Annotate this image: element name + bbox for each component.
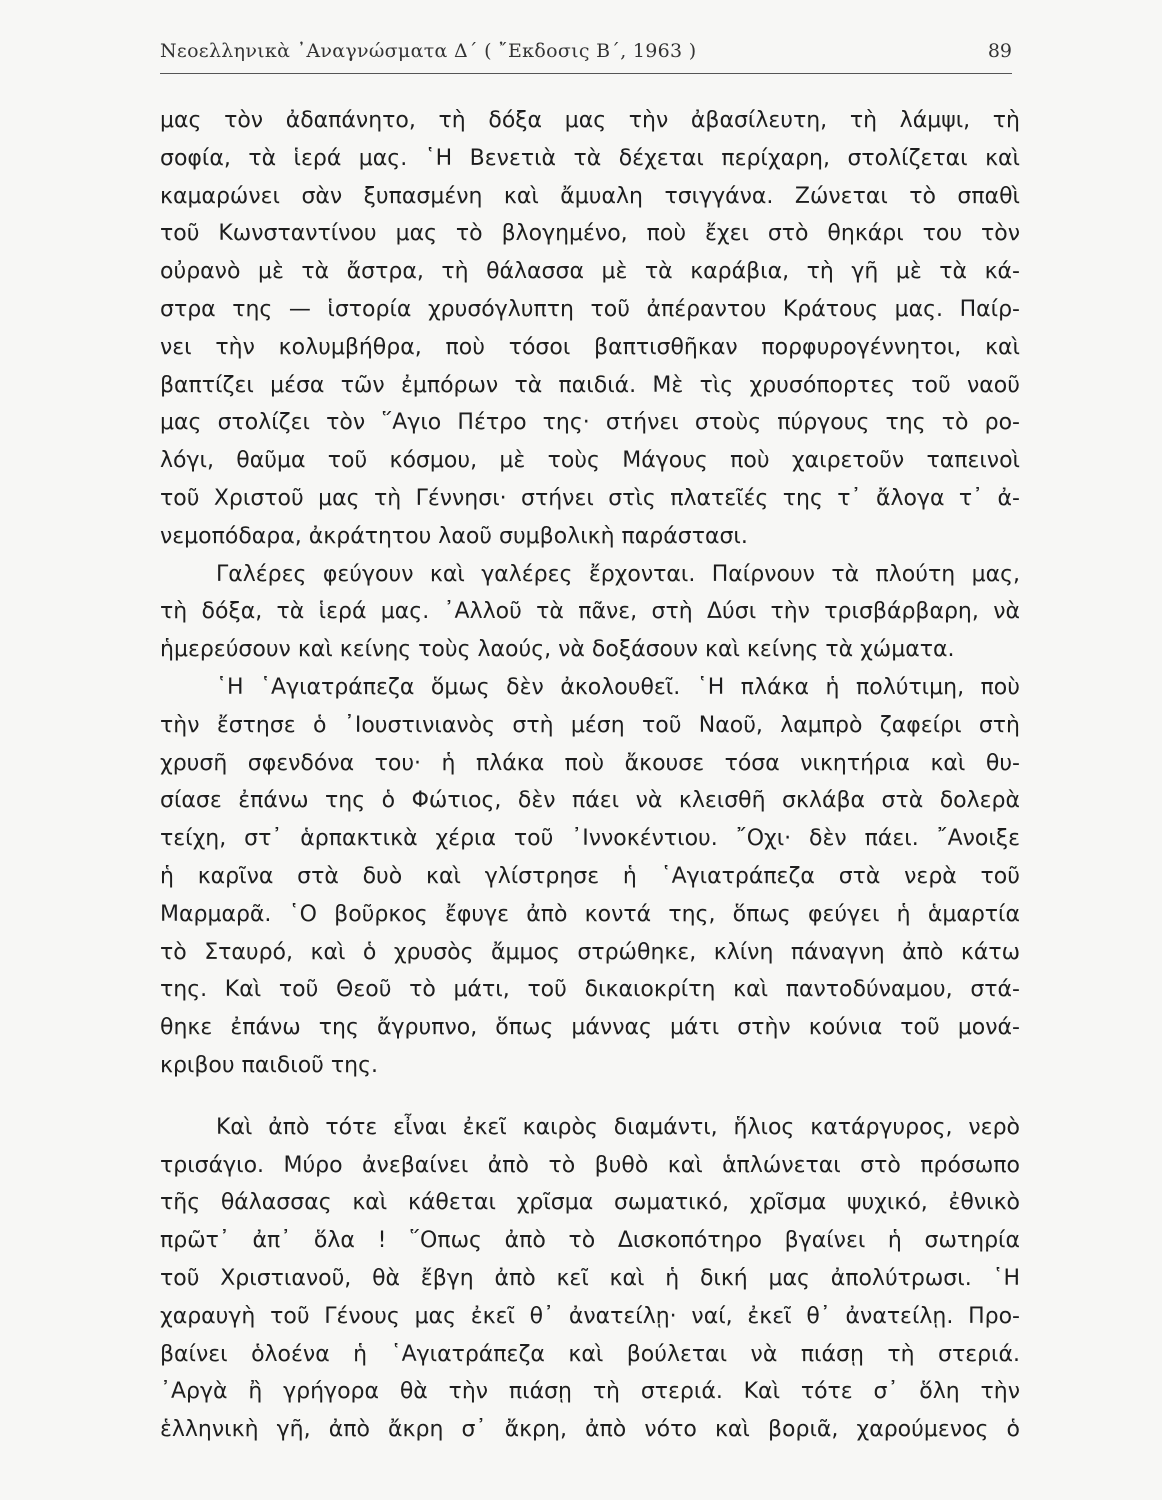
- text-line: ᾿Αργὰ ἢ γρήγορα θὰ τὴν πιάσῃ τὴ στεριά. Καὶ τότε σ᾿ ὅλη τὴν: [160, 1379, 1020, 1405]
- text-line: κριβου παιδιοῦ της.: [160, 1052, 378, 1078]
- text-line: μας τὸν ἀδαπάνητο, τὴ δόξα μας τὴν ἀβασίλευτη, τὴ λάμψι, τὴ: [160, 108, 1020, 133]
- text-line: σοφία, τὰ ἱερά μας. ῾Η Βενετιὰ τὰ δέχεται περίχαρη, στολίζεται καὶ: [160, 145, 1020, 171]
- text-line: ἡμερεύσουν καὶ κείνης τοὺς λαούς, νὰ δοξάσουν καὶ κείνης τὰ χώματα.: [160, 637, 955, 663]
- text-line: τείχη, στ᾿ ἁρπακτικὰ χέρια τοῦ ᾿Ιννοκέντιου. ῎Οχι· δὲν πάει. ῎Ανοιξε: [160, 826, 1020, 852]
- text-line: τῆς θάλασσας καὶ κάθεται χρῖσμα σωματικό, χρῖσμα ψυχικό, ἐθνικὸ: [160, 1190, 1020, 1216]
- header-rule: [160, 73, 1012, 74]
- text-line: τρισάγιο. Μύρο ἀνεβαίνει ἀπὸ τὸ βυθὸ καὶ ἁπλώνεται στὸ πρόσωπο: [160, 1152, 1020, 1178]
- paragraph: [160, 102, 1020, 556]
- running-header: [160, 40, 1012, 70]
- text-line: ῾Η ῾Αγιατράπεζα ὅμως δὲν ἀκολουθεῖ. ῾Η πλάκα ἡ πολύτιμη, ποὺ: [216, 674, 1020, 700]
- paragraph: [160, 669, 1020, 1085]
- text-line: πρῶτ᾿ ἀπ᾿ ὅλα ! ῞Οπως ἀπὸ τὸ Δισκοπότηρο βγαίνει ἡ σωτηρία: [160, 1228, 1020, 1254]
- text-line: ἡ καρῖνα στὰ δυὸ καὶ γλίστρησε ἡ ῾Αγιατράπεζα στὰ νερὰ τοῦ: [160, 863, 1020, 889]
- text-line: θηκε ἐπάνω της ἄγρυπνο, ὅπως μάννας μάτι στὴν κούνια τοῦ μονά-: [160, 1015, 1020, 1041]
- text-line: χρυσῆ σφενδόνα του· ἡ πλάκα ποὺ ἄκουσε τόσα νικητήρια καὶ θυ-: [160, 750, 1020, 776]
- text-line: τὸ Σταυρό, καὶ ὁ χρυσὸς ἄμμος στρώθηκε, κλίνη πάναγνη ἀπὸ κάτω: [160, 939, 1020, 965]
- text-line: τοῦ Χριστιανοῦ, θὰ ἔβγη ἀπὸ κεῖ καὶ ἡ δική μας ἀπολύτρωσι. ῾Η: [160, 1265, 1020, 1291]
- text-line: βαπτίζει μέσα τῶν ἐμπόρων τὰ παιδιά. Μὲ τὶς χρυσόπορτες τοῦ ναοῦ: [160, 372, 1020, 398]
- text-line: στρα της — ἱστορία χρυσόγλυπτη τοῦ ἀπέραντου Κράτους μας. Παίρ-: [160, 296, 1020, 322]
- section-gap: [160, 1085, 1020, 1109]
- text-line: οὐρανὸ μὲ τὰ ἄστρα, τὴ θάλασσα μὲ τὰ καράβια, τὴ γῆ μὲ τὰ κά-: [160, 259, 1020, 285]
- text-line: καμαρώνει σὰν ξυπασμένη καὶ ἄμυαλη τσιγγάνα. Ζώνεται τὸ σπαθὶ: [160, 183, 1020, 209]
- text-line: της. Καὶ τοῦ Θεοῦ τὸ μάτι, τοῦ δικαιοκρίτη καὶ παντοδύναμου, στά-: [160, 977, 1020, 1003]
- text-line: τὴν ἔστησε ὁ ᾿Ιουστινιανὸς στὴ μέση τοῦ Ναοῦ, λαμπρὸ ζαφείρι στὴ: [160, 712, 1020, 738]
- text-line: τοῦ Κωνσταντίνου μας τὸ βλογημένο, ποὺ ἔχει στὸ θηκάρι του τὸν: [160, 221, 1020, 247]
- paragraph: [160, 1109, 1020, 1449]
- text-line: χαραυγὴ τοῦ Γένους μας ἐκεῖ θ᾿ ἀνατείλῃ· ναί, ἐκεῖ θ᾿ ἀνατείλῃ. Προ-: [160, 1303, 1020, 1329]
- text-line: Μαρμαρᾶ. ῾Ο βοῦρκος ἔφυγε ἀπὸ κοντά της, ὅπως φεύγει ἡ ἁμαρτία: [160, 901, 1020, 927]
- body-text: [160, 102, 1020, 1449]
- text-line: τὴ δόξα, τὰ ἱερά μας. ᾿Αλλοῦ τὰ πᾶνε, στὴ Δύσι τὴν τρισβάρβαρη, νὰ: [160, 599, 1020, 625]
- text-line: λόγι, θαῦμα τοῦ κόσμου, μὲ τοὺς Μάγους ποὺ χαιρετοῦν ταπεινοὶ: [160, 448, 1020, 474]
- header-title: Νεοελληνικὰ ᾿Αναγνώσματα Δ΄ ( ῎Εκδοσις Β΄, 1963 ): [160, 40, 697, 62]
- text-line: μας στολίζει τὸν ῞Αγιο Πέτρο της· στήνει στοὺς πύργους της τὸ ρο-: [160, 410, 1020, 436]
- text-line: ἑλληνικὴ γῆ, ἀπὸ ἄκρη σ᾿ ἄκρη, ἀπὸ νότο καὶ βοριᾶ, χαρούμενος ὁ: [160, 1417, 1020, 1443]
- text-line: τοῦ Χριστοῦ μας τὴ Γέννησι· στήνει στὶς πλατεῖές της τ᾿ ἄλογα τ᾿ ἀ-: [160, 485, 1020, 511]
- paragraph: [160, 556, 1020, 669]
- text-line: Καὶ ἀπὸ τότε εἶναι ἐκεῖ καιρὸς διαμάντι, ἥλιος κατάργυρος, νερὸ: [216, 1114, 1020, 1140]
- text-line: Γαλέρες φεύγουν καὶ γαλέρες ἔρχονται. Παίρνουν τὰ πλούτη μας,: [216, 561, 1020, 587]
- text-line: νεμοπόδαρα, ἀκράτητου λαοῦ συμβολικὴ παράστασι.: [160, 523, 748, 549]
- page-number: 89: [987, 40, 1012, 62]
- text-line: νει τὴν κολυμβήθρα, ποὺ τόσοι βαπτισθῆκαν πορφυρογέννητοι, καὶ: [160, 334, 1020, 360]
- text-line: βαίνει ὁλοένα ἡ ῾Αγιατράπεζα καὶ βούλεται νὰ πιάσῃ τὴ στεριά.: [160, 1341, 1020, 1367]
- text-line: σίασε ἐπάνω της ὁ Φώτιος, δὲν πάει νὰ κλεισθῆ σκλάβα στὰ δολερὰ: [160, 788, 1020, 814]
